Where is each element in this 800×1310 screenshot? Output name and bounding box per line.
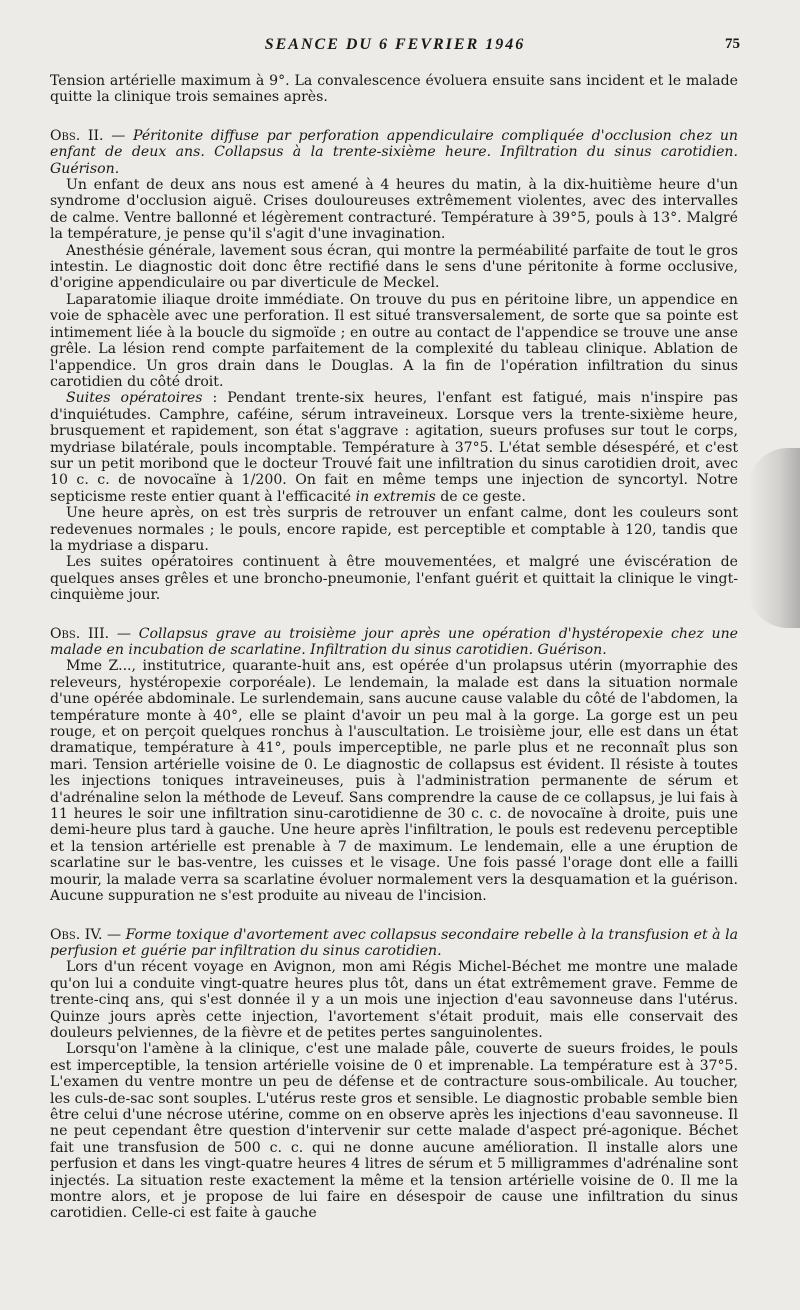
- latin-phrase: in extremis: [355, 488, 436, 505]
- observation-label: Obs. III.: [50, 625, 110, 642]
- paragraph-lead: Suites opératoires: [66, 390, 203, 407]
- observation-label: Obs. II.: [50, 127, 104, 144]
- running-header: [50, 36, 740, 58]
- paragraph: Une heure après, on est très surpris de retrouver un enfant calme, dont les couleurs sont redevenues normales ; le pouls, encore rapide, est perceptible et comptable à 120, tandis que la mydriase a disparu.: [50, 505, 738, 554]
- paragraph: [50, 390, 738, 505]
- paragraph-text: de ce geste.: [435, 488, 526, 505]
- observation-heading: [50, 626, 738, 659]
- paragraph: Lors d'un récent voyage en Avignon, mon ami Régis Michel-Béchet me montre une malade qu'on lui a conduite vingt-quatre heures plus tôt, dans un état extrêmement grave. Femme de trente-cinq ans, qui s'est donnée il y a un mois une injection d'eau savonneuse dans l'utérus. Quinze jours après cette injection, l'avortement s'était produit, mais elle conservait des douleurs pelviennes, de la fièvre et de petites pertes sanguinolentes.: [50, 959, 738, 1041]
- paragraph: Mme Z..., institutrice, quarante-huit ans, est opérée d'un prolapsus utérin (myorraphie des releveurs, hystéropexie corporéale). Le lendemain, la malade est dans la situation normale d'une opérée abdominale. Le surlendemain, sans aucune cause valable du côté de l'abdomen, la température monte à 40°, elle se plaint d'avoir un peu mal à la gorge. La gorge est un peu rouge, et on perçoit quelques ronchus à l'auscultation. Le troisième jour, elle est dans un état dramatique, température à 41°, pouls imperceptible, ne parle plus et ne reconnaît plus son mari. Tension artérielle voisine de 0. Le diagnostic de collapsus est évident. Il résiste à toutes les injections toniques intraveineuses, puis à l'administration permanente de sérum et d'adrénaline selon la méthode de Leveuf. Sans comprendre la cause de ce collapsus, je lui fais à 11 heures le soir une infiltration sinu-carotidienne de 30 c. c. de novocaïne à droite, puis une demi-heure plus tard à gauche. Une heure après l'infiltration, le pouls est redevenu perceptible et la tension artérielle est prenable à 7 de maximum. Le lendemain, elle a une éruption de scarlatine sur le bas-ventre, les cuisses et le visage. Une fois passé l'orage dont elle a failli mourir, la malade verra sa scarlatine évoluer normalement vers la desquamation et la guérison. Aucune suppuration ne s'est produite au niveau de l'incision.: [50, 658, 738, 905]
- paragraph-text: : Pendant trente-six heures, l'enfant est fatigué, mais n'inspire pas d'inquiétudes. Camphre, caféine, sérum intraveineux. Lorsque vers la trente-sixième heure, brusquement et rapidement, son état s'aggrave : agitation, sueurs profuses sur tout le corps, mydriase bilatérale, pouls incomptable. Température à 37°5. L'état semble désespéré, et c'est sur un petit moribond que le docteur Trouvé fait une infiltration du sinus carotidien droit, avec 10 c. c. de novocaïne à 1/200. On fait en même temps une injection de syncortyl. Notre septicisme reste entier quant à l'efficacité: [50, 390, 738, 505]
- paragraph: Lorsqu'on l'amène à la clinique, c'est une malade pâle, couverte de sueurs froides, le pouls est imperceptible, la tension artérielle voisine de 0 et imprenable. La température est à 37°5. L'examen du ventre montre un peu de défense et de contracture sous-ombilicale. Au toucher, les culs-de-sac sont souples. L'utérus reste gros et sensible. Le diagnostic probable semble bien être celui d'une nécrose utérine, comme on en observe après les injections d'eau savonneuse. Il ne peut cependant être question d'intervenir sur cette malade d'aspect pré-agonique. Béchet fait une transfusion de 500 c. c. qui ne donne aucune amélioration. Il installe alors une perfusion et dans les vingt-quatre heures 4 litres de sérum et 5 milligrammes d'adrénaline sont injectés. La situation reste exactement la même et la tension artérielle voisine de 0. Il me la montre alors, et je propose de lui faire en désespoir de cause une infiltration du sinus carotidien. Celle-ci est faite à gauche: [50, 1041, 738, 1222]
- paragraph: Un enfant de deux ans nous est amené à 4 heures du matin, à la dix-huitième heure d'un syndrome d'occlusion aiguë. Crises douloureuses extrêmement violentes, avec des intervalles de calme. Ventre ballonné et légèrement contracturé. Température à 39°5, pouls à 13°. Malgré la température, je pense qu'il s'agit d'une invagination.: [50, 177, 738, 243]
- observation-label: Obs. IV.: [50, 926, 103, 943]
- paragraph: Anesthésie générale, lavement sous écran, qui montre la perméabilité parfaite de tout le gros intestin. Le diagnostic doit donc être rectifié dans le sens d'une péritonite à forme occlusive, d'origine appendiculaire ou par diverticule de Meckel.: [50, 242, 738, 292]
- paragraph: Les suites opératoires continuent à être mouvementées, et malgré une éviscération de quelques anses grêles et une broncho-pneumonie, l'enfant guérit et quittait la clinique le vingt-cinquième jour.: [50, 554, 738, 604]
- paragraph: Laparatomie iliaque droite immédiate. On trouve du pus en péritoine libre, un appendice en voie de sphacèle avec une perforation. Il est situé transversalement, de sorte que sa pointe est intimement liée à la boucle du sigmoïde ; en outre au contact de l'appendice se trouve une anse grêle. La lésion rend compte parfaitement de la complexité du tableau clinique. Ablation de l'appendice. Un gros drain dans le Douglas. A la fin de l'opération infiltration du sinus carotidien du côté droit.: [50, 291, 738, 390]
- observation-title: — Péritonite diffuse par perforation appendiculaire compliquée d'occlusion chez un enfant de deux ans. Collapsus à la trente-sixième heure. Infiltration du sinus carotidien. Guérison.: [50, 127, 738, 177]
- paragraph: Tension artérielle maximum à 9°. La convalescence évoluera ensuite sans incident et le malade quitte la clinique trois semaines après.: [50, 73, 738, 106]
- observation-title: — Collapsus grave au troisième jour après une opération d'hystéropexie chez une malade en incubation de scarlatine. Infiltration du sinus carotidien. Guérison.: [50, 625, 738, 658]
- observation-title: — Forme toxique d'avortement avec collapsus secondaire rebelle à la transfusion et à la perfusion et guérie par infiltration du sinus carotidien.: [50, 926, 739, 959]
- header-title: SEANCE DU 6 FEVRIER 1946: [264, 36, 526, 53]
- observation-heading: [50, 128, 738, 177]
- page-number: 75: [725, 36, 740, 52]
- observation-heading: [50, 927, 738, 960]
- body-text: [50, 73, 738, 1222]
- page-binding-shadow: [748, 448, 800, 628]
